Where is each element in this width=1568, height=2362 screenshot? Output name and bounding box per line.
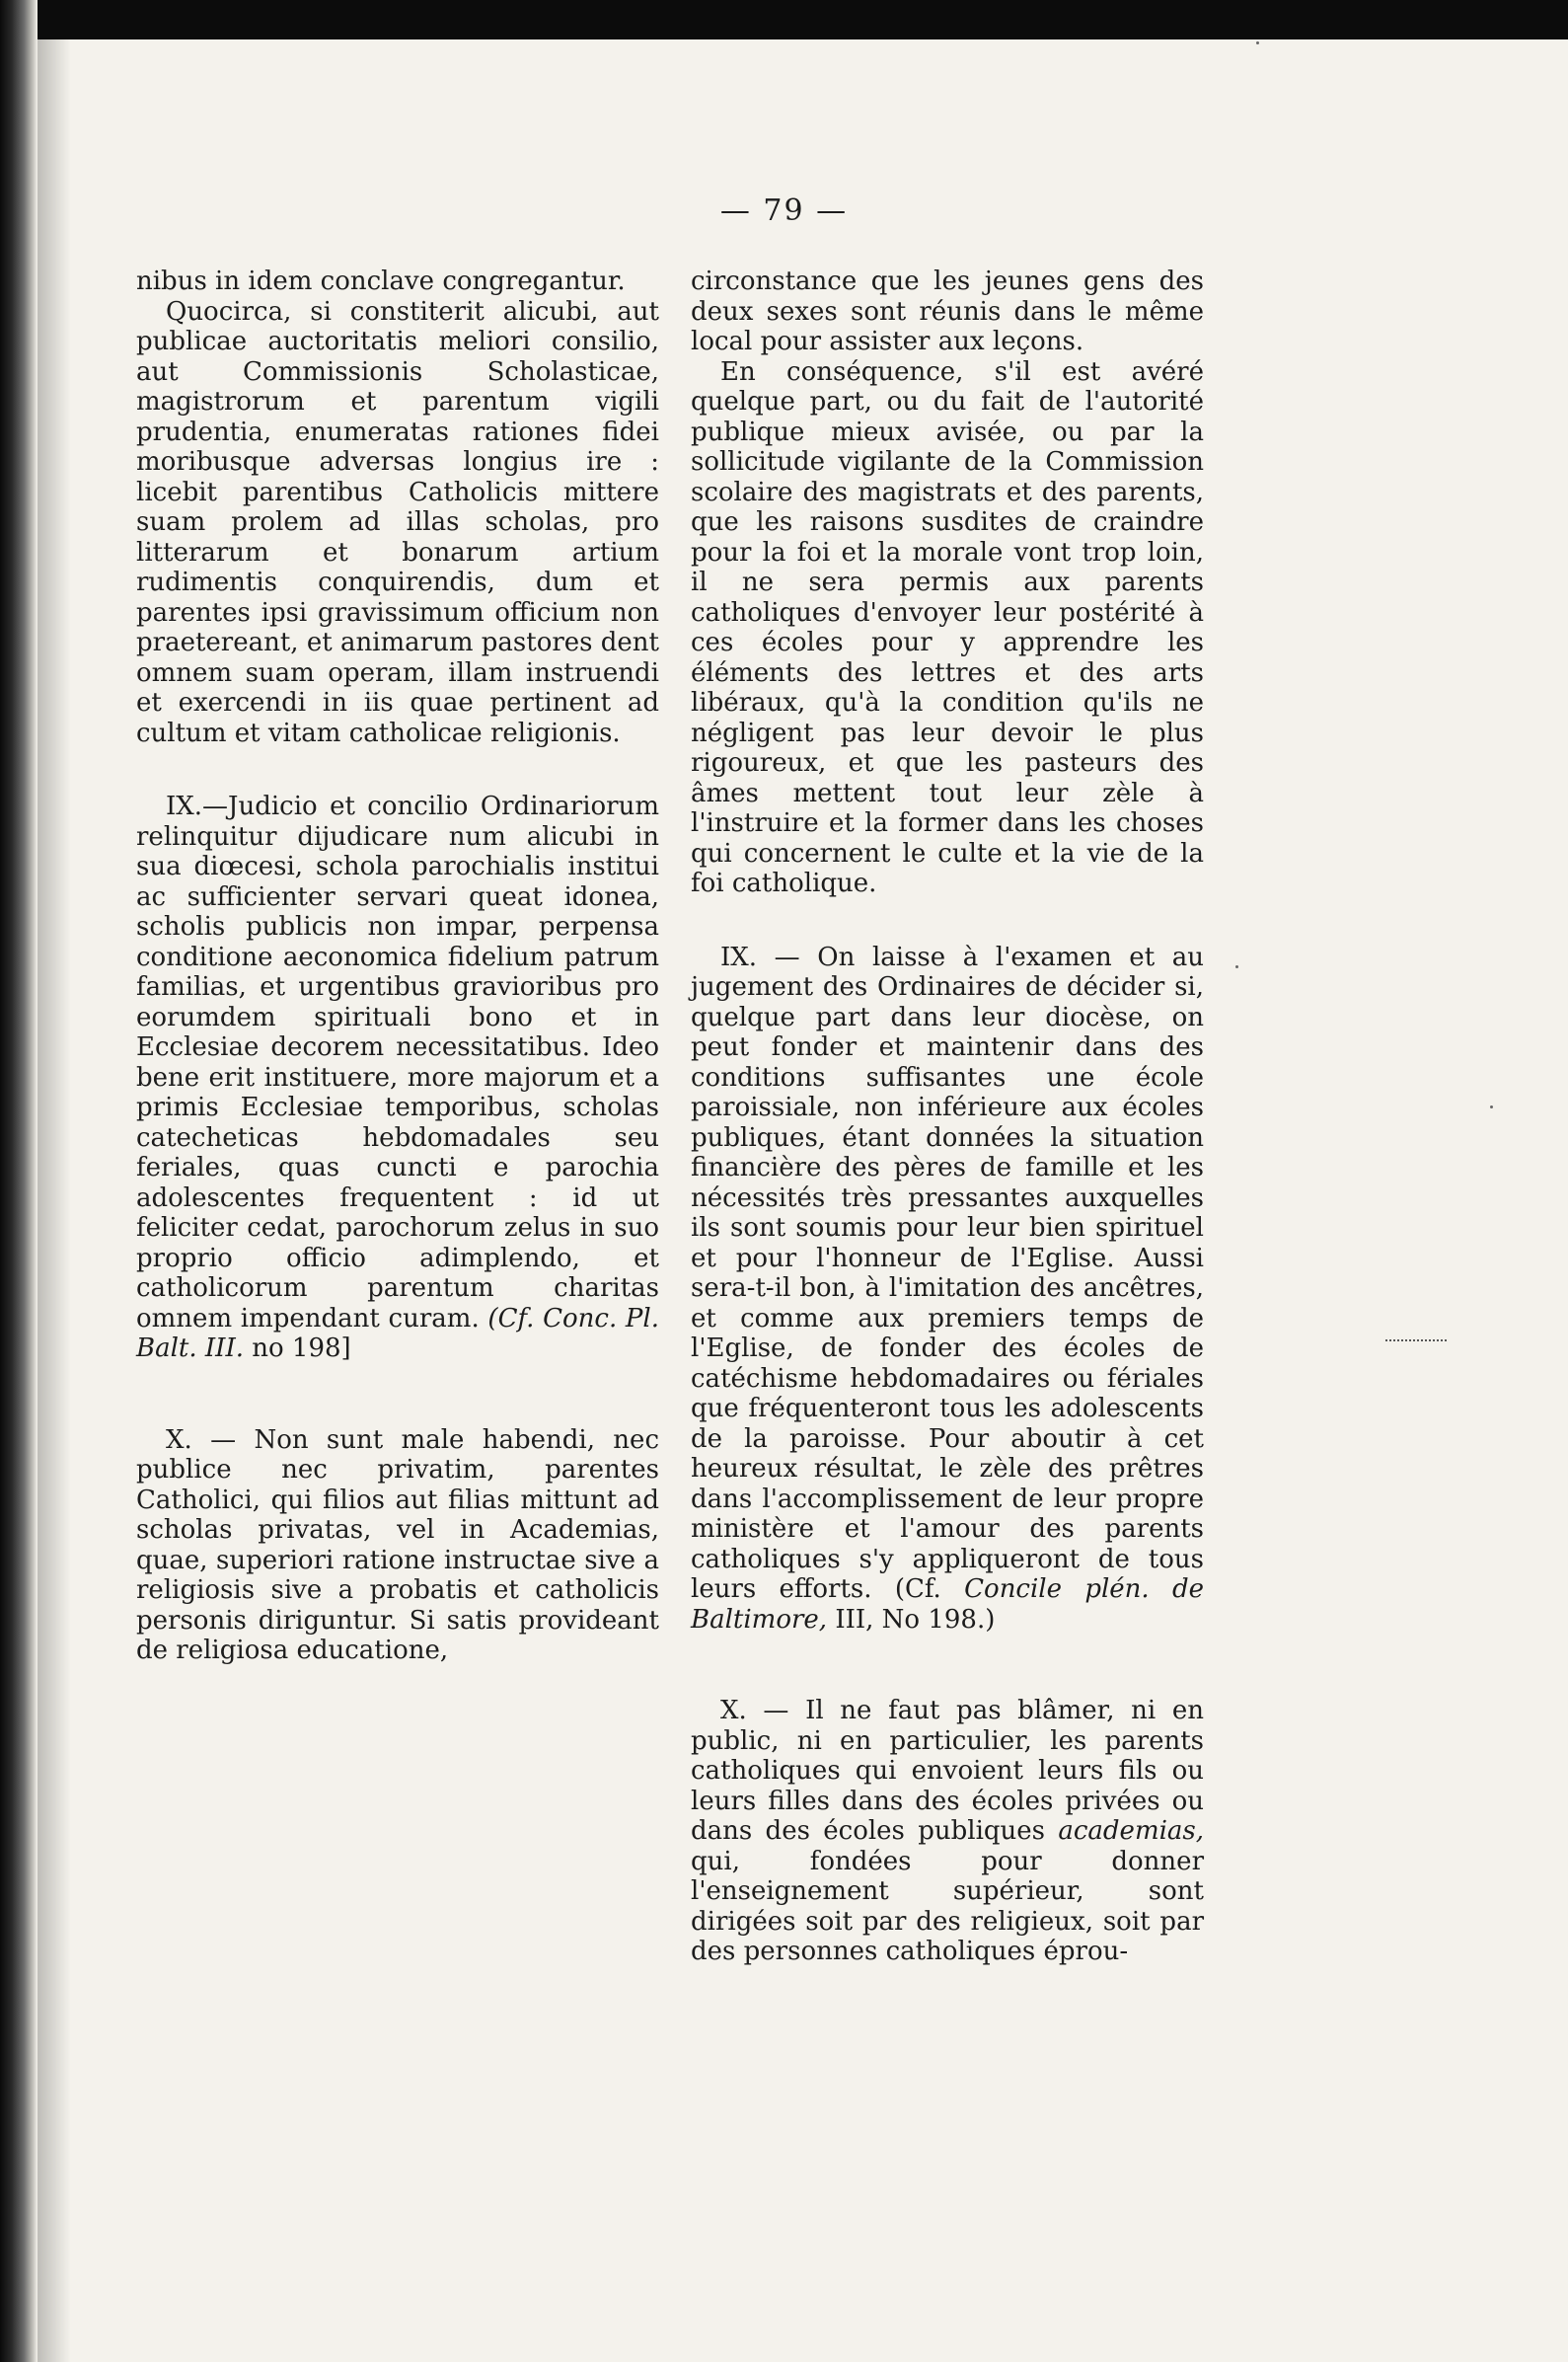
french-article-x xyxy=(691,1696,1204,1967)
latin-article-ix-label: IX. xyxy=(166,792,203,821)
french-article-ix-label: IX. xyxy=(720,942,758,972)
latin-continued-text: nibus in idem conclave congregantur. xyxy=(136,267,626,296)
scan-speck xyxy=(1490,1105,1493,1108)
french-article-x-text-tail: qui, fondées pour donner l'enseignement supérieur, sont dirigées soit par des religieux, soit par des personnes catholiques éprou- xyxy=(691,1846,1204,1966)
french-article-ix-reference: Concile plén. de Baltimore, xyxy=(691,1574,1205,1635)
scan-gutter-shadow xyxy=(37,39,71,2362)
french-article-x-italic-term: academias, xyxy=(1058,1816,1205,1846)
latin-article-ix-text: —Judicio et concilio Ordinariorum relinquitur dijudicare num alicubi in sua diœcesi, schola parochialis institui ac sufficienter servari queat idonea, scholis publicis non impar, perpensa conditione aeconomica fidelium patrum familias, et urgentibus gravioribus pro eorumdem spirituali bono et in Ecclesiae decorem necessitatibus. Ideo bene erit instituere, more majorum et a primis Ecclesiae temporibus, scholas catecheticas hebdomadales seu feriales, quas cuncti e parochia adolescentes frequentent : id ut feliciter cedat, parochorum zelus in suo proprio officio adimplendo, et catholicorum parentum charitas omnem impendant curam. xyxy=(136,792,659,1333)
french-article-x-text: — Il ne faut pas blâmer, ni en public, ni en particulier, les parents catholiques qui envoient leurs fils ou leurs filles dans des écoles privées ou dans des écoles publiques xyxy=(691,1696,1204,1846)
french-intro-paragraph: En conséquence, s'il est avéré quelque part, ou du fait de l'autorité publique mieux avisée, ou par la sollicitude vigilante de la Commission scolaire des magistrats et des parents, que les raisons susdites de craindre pour la foi et la morale vont trop loin, il ne sera permis aux parents catholiques d'envoyer leur postérité à ces écoles pour y apprendre les éléments des lettres et des arts libéraux, qu'à la condition qu'ils ne négligent pas leur devoir le plus rigoureux, et que les pasteurs des âmes mettent tout leur zèle à l'instruire et la former dans les choses qui concernent le culte et la vie de la foi catholique. xyxy=(691,356,1204,898)
latin-article-ix-reference-number: no 198] xyxy=(243,1333,351,1363)
scan-speck xyxy=(1256,41,1259,44)
french-article-ix-reference-number: III, No 198.) xyxy=(827,1604,996,1635)
latin-column xyxy=(136,267,659,1666)
latin-article-x xyxy=(136,1425,659,1666)
latin-article-x-label: X. xyxy=(166,1424,192,1455)
latin-article-x-text: — Non sunt male habendi, nec publice nec privatim, parentes Catholici, qui filios aut filias mittunt ad scholas privatas, vel in Academias, quae, superiori ratione instructae sive a religiosis sive a probatis et catholicis personis diriguntur. Si satis provideant de religiosa educatione, xyxy=(136,1424,659,1665)
french-article-ix xyxy=(691,943,1204,1636)
scan-top-border xyxy=(0,0,1568,39)
latin-intro-paragraph: Quocirca, si constiterit alicubi, aut publicae auctoritatis meliori consilio, aut Commissionis Scholasticae, magistrorum et parentum vigili prudentia, enumeratas rationes fidei moribusque adversas longius ire : licebit parentibus Catholicis mittere suam prolem ad illas scholas, pro litterarum et bonarum artium rudimentis conquirendis, dum et parentes ipsi gravissimum officium non praetereant, et animarum pastores dent omnem suam operam, illam instruendi et exercendi in iis quae pertinent ad cultum et vitam catholicae religionis. xyxy=(136,296,659,748)
french-article-ix-text: — On laisse à l'examen et au jugement des Ordinaires de décider si, quelque part dans leur diocèse, on peut fonder et maintenir dans des conditions suffisantes une école paroissiale, non inférieure aux écoles publiques, étant données la situation financière des pères de famille et les nécessités très pressantes auxquelles ils sont soumis pour leur bien spirituel et pour l'honneur de l'Eglise. Aussi sera-t-il bon, à l'imitation des ancêtres, et comme aux premiers temps de l'Eglise, de fonder des écoles de catéchisme hebdomadaires ou fériales que fréquenteront tous les adolescents de la paroisse. Pour aboutir à cet heureux résultat, le zèle des prêtres dans l'accomplissement de leur propre ministère et l'amour des parents catholiques s'y appliqueront de tous leurs efforts. (Cf. xyxy=(691,942,1204,1604)
latin-article-ix-reference: (Cf. Conc. Pl. Balt. III. xyxy=(136,1303,659,1363)
french-continued-text: circonstance que les jeunes gens des deux sexes sont réunis dans le même local pour assister aux leçons. xyxy=(691,267,1204,356)
scan-speck xyxy=(1235,965,1238,968)
latin-article-ix xyxy=(136,792,659,1364)
french-article-x-label: X. xyxy=(720,1696,747,1725)
page-number: — 79 — xyxy=(719,193,849,228)
margin-pencil-mark xyxy=(1385,1339,1447,1341)
scan-binding-edge xyxy=(0,0,37,2362)
french-column xyxy=(691,267,1204,1967)
